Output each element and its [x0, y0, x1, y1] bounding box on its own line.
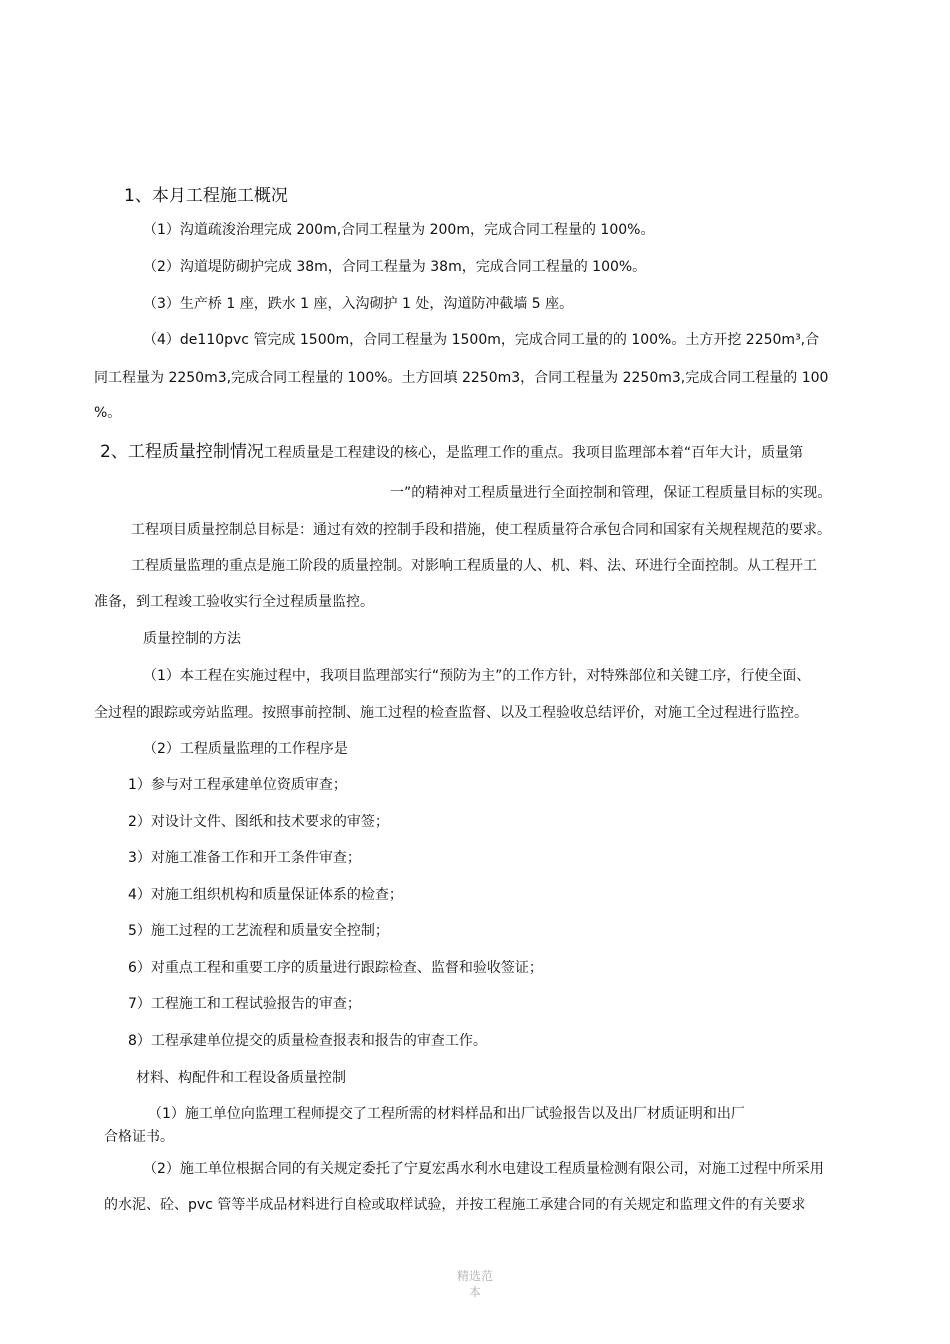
procedure-step-1: 1）参与对工程承建单位资质审查； [128, 777, 347, 793]
section1-item-4-line3: %。 [94, 405, 122, 421]
material-2-line1: （2）施工单位根据合同的有关规定委托了宁夏宏禹水利水电建设工程质量检测有限公司，对施工过程中所采用 [143, 1161, 824, 1177]
section2-heading-line [100, 440, 803, 464]
section1-item-4-line2: 同工程量为 2250m3,完成合同工程量的 100%。土方回填 2250m3，合同工程量为 2250m3,完成合同工程量的 100 [94, 370, 829, 386]
section1-item-4-line1: （4）de110pvc 管完成 1500m，合同工程量为 1500m，完成合同工量的的 100%。土方开挖 2250m³,合 [143, 332, 820, 348]
section1-title: 1、本月工程施工概况 [124, 186, 288, 206]
section1-item-1: （1）沟道疏浚治理完成 200m,合同工程量为 200m，完成合同工程量的 100%。 [143, 222, 655, 238]
material-1-line1: （1）施工单位向监理工程师提交了工程所需的材料样品和出厂试验报告以及出厂材质证明和出厂 [148, 1106, 745, 1122]
footer-watermark-line1: 精选范 [456, 1269, 493, 1283]
section1-item-3: （3）生产桥 1 座，跌水 1 座，入沟砌护 1 处，沟道防冲截墙 5 座。 [143, 296, 574, 312]
procedure-step-3: 3）对施工准备工作和开工条件审查； [128, 850, 361, 866]
quality-goal: 工程项目质量控制总目标是：通过有效的控制手段和措施，使工程质量符合承包合同和国家有关规程规范的要求。 [131, 522, 831, 538]
procedure-step-7: 7）工程施工和工程试验报告的审查； [128, 996, 361, 1012]
material-1-line2: 合格证书。 [104, 1129, 174, 1145]
quality-focus-line2: 准备，到工程竣工验收实行全过程质量监控。 [94, 594, 374, 610]
method-2: （2）工程质量监理的工作程序是 [143, 741, 348, 757]
material-title: 材料、构配件和工程设备质量控制 [136, 1070, 346, 1086]
section2-title: 2、工程质量控制情况 [100, 442, 264, 462]
method-title: 质量控制的方法 [143, 631, 241, 647]
procedure-step-8: 8）工程承建单位提交的质量检查报表和报告的审查工作。 [128, 1033, 487, 1049]
section2-intro-line2: 一”的精神对工程质量进行全面控制和管理，保证工程质量目标的实现。 [390, 485, 832, 501]
method-1-line2: 全过程的跟踪或旁站监理。按照事前控制、施工过程的检查监督、以及工程验收总结评价，对施工全过程进行监控。 [94, 705, 808, 721]
procedure-step-5: 5）施工过程的工艺流程和质量安全控制； [128, 923, 389, 939]
section2-intro-line1: 工程质量是工程建设的核心，是监理工作的重点。我项目监理部本着“百年大计，质量第 [263, 445, 804, 461]
material-2-line2: 的水泥、砼、pvc 管等半成品材料进行自检或取样试验，并按工程施工承建合同的有关规定和监理文件的有关要求 [104, 1197, 806, 1213]
quality-focus-line1: 工程质量监理的重点是施工阶段的质量控制。对影响工程质量的人、机、料、法、环进行全面控制。从工程开工 [131, 558, 817, 574]
procedure-step-2: 2）对设计文件、图纸和技术要求的审签； [128, 814, 389, 830]
section1-item-2: （2）沟道堤防砌护完成 38m，合同工程量为 38m，完成合同工程量的 100%。 [143, 259, 647, 275]
procedure-step-6: 6）对重点工程和重要工序的质量进行跟踪检查、监督和验收签证； [128, 960, 543, 976]
footer-watermark-line2: 本 [468, 1285, 481, 1299]
procedure-step-4: 4）对施工组织机构和质量保证体系的检查； [128, 887, 403, 903]
method-1-line1: （1）本工程在实施过程中，我项目监理部实行“预防为主”的工作方针，对特殊部位和关键工序，行使全面、 [143, 668, 811, 684]
